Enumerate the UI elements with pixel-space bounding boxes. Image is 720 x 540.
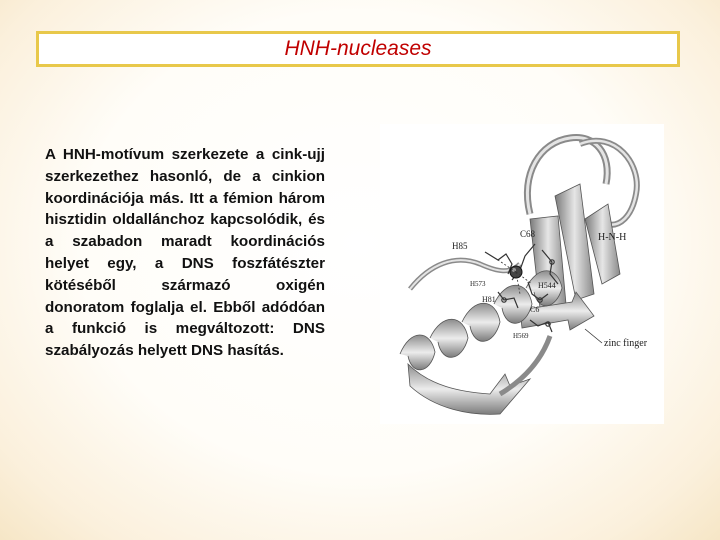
label-c68: C68: [520, 229, 536, 239]
slide-title: HNH-nucleases: [284, 37, 432, 60]
label-c6: C6: [530, 305, 540, 314]
label-h81: H81: [482, 295, 496, 304]
protein-structure-figure: [380, 124, 664, 424]
label-h544: H544: [538, 281, 556, 290]
label-h573: H573: [470, 280, 486, 288]
label-hnh: H-N-H: [598, 232, 627, 243]
protein-ribbon-diagram: [380, 124, 664, 424]
label-h85: H85: [452, 241, 468, 251]
title-box: [36, 31, 680, 67]
body-paragraph: A HNH-motívum szerkezete a cink-ujj szerkezethez hasonló, de a cinkion koordinációja más. Itt a fémion három hisztidin oldallánchoz kapcsolódik, és a szabadon maradt koordinációs helyet egy, a DNS foszfátészter kötéséből származó oxigén donoratom foglalja el. Ebből adódóan a funkció is megváltozott: DNS szabályozás helyett DNS hasítás.: [45, 146, 325, 360]
label-zinc-finger: zinc finger: [604, 338, 648, 349]
label-h569: H569: [513, 332, 529, 340]
